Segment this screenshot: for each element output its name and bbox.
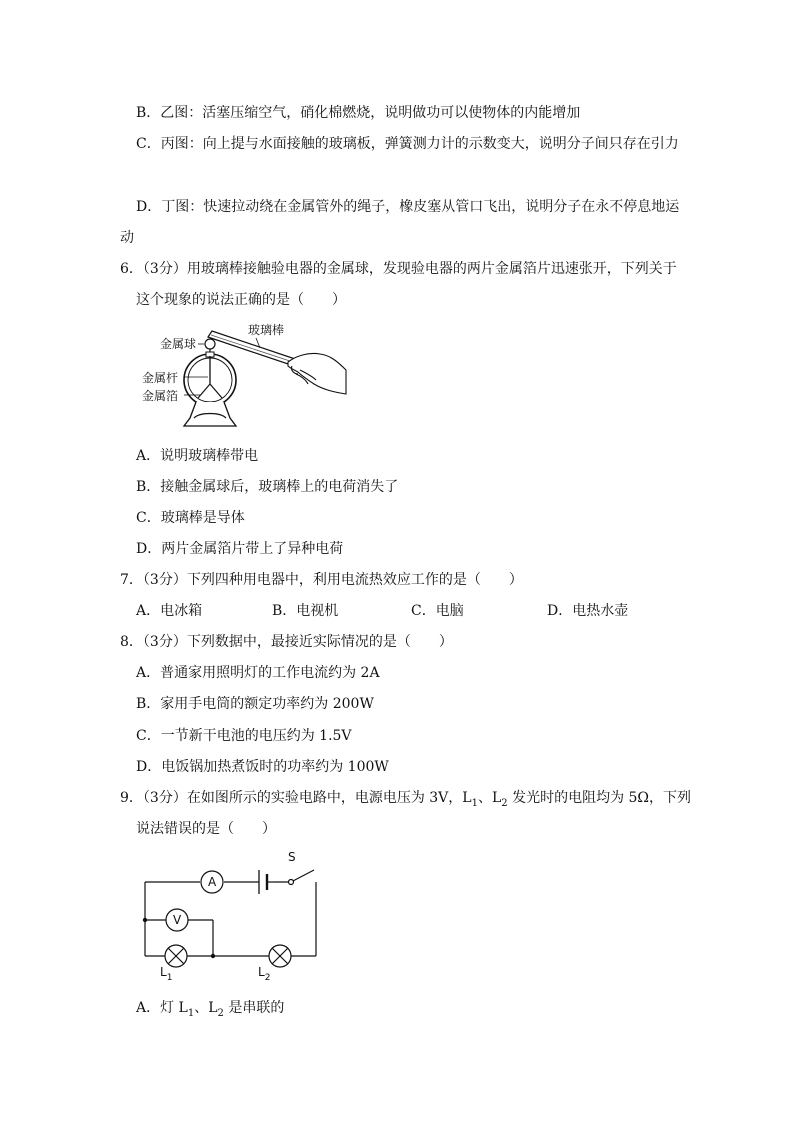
q9-stem-line1: 9．（3分）在如图所示的实验电路中，电源电压为 3V，$L_1$、$L_2$ 发光时的电阻均为 5Ω，下列 — [120, 790, 692, 809]
q8-option-a: A．普通家用照明灯的工作电流约为 2A — [136, 665, 380, 681]
q7-stem: 7．（3分）下列四种用电器中，利用电流热效应工作的是（ ） — [120, 572, 523, 588]
q7-option-a: A．电冰箱 — [136, 603, 203, 619]
q6-option-a: A．说明玻璃棒带电 — [136, 448, 259, 464]
hand — [288, 353, 346, 394]
q9-stem-line2: 说法错误的是（ ） — [136, 821, 276, 837]
battery-icon — [259, 870, 267, 894]
q6-option-b: B．接触金属球后，玻璃棒上的电荷消失了 — [136, 479, 399, 495]
lamp-l2-label: $L_2$ — [258, 965, 271, 983]
q8-stem: 8．（3分）下列数据中，最接近实际情况的是（ ） — [120, 634, 453, 650]
q6-option-d: D．两片金属箔片带上了异种电荷 — [136, 541, 344, 557]
label-metal-stick: 金属杆 — [142, 371, 179, 385]
q5-option-d-line1: D．丁图：快速拉动绕在金属管外的绳子，橡皮塞从管口飞出，说明分子在永不停息地运 — [136, 199, 680, 215]
q6-option-c: C．玻璃棒是导体 — [136, 510, 245, 526]
switch-icon — [289, 870, 315, 885]
junction-dot — [211, 954, 215, 958]
q7-option-c: C．电脑 — [411, 603, 464, 619]
label-metal-foil: 金属箔 — [142, 389, 179, 403]
label-metal-ball: 金属球 — [160, 337, 197, 351]
q8-option-c: C．一节新干电池的电压约为 1.5V — [136, 728, 352, 744]
voltmeter-label: V — [173, 913, 182, 927]
ammeter-label: A — [208, 875, 217, 889]
q5-option-b: B．乙图：活塞压缩空气，硝化棉燃烧，说明做功可以使物体的内能增加 — [136, 105, 581, 121]
electroscope-stand — [184, 402, 236, 426]
lamp-l1-icon — [165, 945, 187, 967]
junction-dot — [143, 918, 147, 922]
q7-option-b: B．电视机 — [272, 603, 339, 619]
q9-option-a: A．灯 $L_1$、$L_2$ 是串联的 — [136, 1000, 285, 1019]
metal-ball — [205, 339, 215, 349]
label-glass-rod: 玻璃棒 — [248, 323, 285, 337]
q5-option-d-line2: 动 — [120, 230, 134, 246]
q8-option-d: D．电饭锅加热煮饭时的功率约为 100W — [136, 759, 389, 775]
circuit-figure — [138, 848, 322, 984]
q7-option-d: D．电热水壶 — [547, 603, 629, 619]
q6-stem-line2: 这个现象的说法正确的是（ ） — [136, 292, 346, 308]
electroscope-figure — [138, 318, 353, 430]
lamp-l2-icon — [269, 945, 291, 967]
switch-label: S — [288, 850, 296, 864]
q5-option-c: C．丙图：向上提与水面接触的玻璃板，弹簧测力计的示数变大，说明分子间只存在引力 — [136, 136, 679, 152]
q6-stem-line1: 6．（3分）用玻璃棒接触验电器的金属球，发现验电器的两片金属箔片迅速张开，下列关于 — [120, 261, 677, 277]
lamp-l1-label: $L_1$ — [160, 965, 173, 983]
q8-option-b: B．家用手电筒的额定功率约为 200W — [136, 696, 374, 712]
